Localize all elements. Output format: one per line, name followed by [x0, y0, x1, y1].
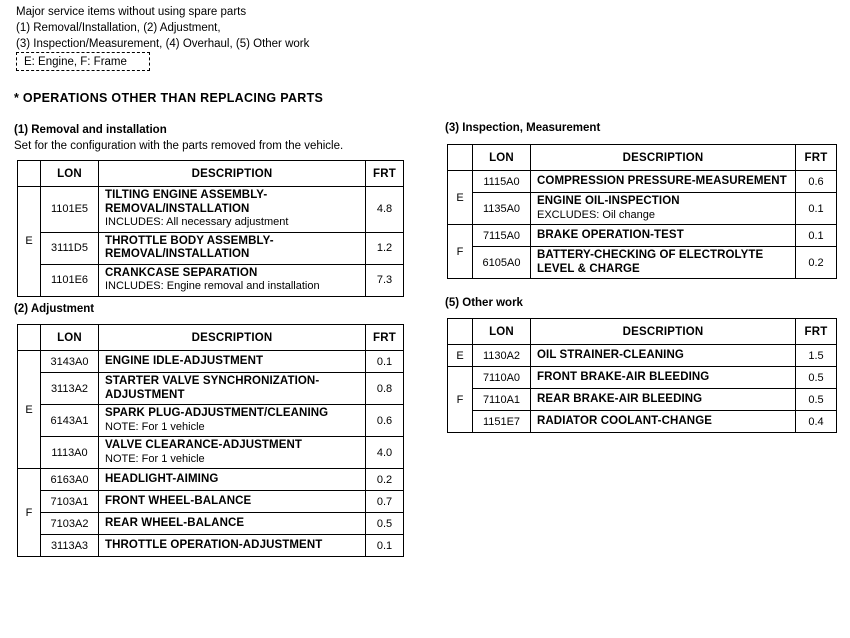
description-main: REAR WHEEL-BALANCE — [105, 516, 245, 529]
cell-frt: 0.8 — [366, 373, 404, 405]
description-main: CRANKCASE SEPARATION — [105, 266, 258, 279]
cell-frt: 0.5 — [366, 513, 404, 535]
cell-lon: 1113A0 — [41, 437, 99, 469]
cell-description — [99, 264, 366, 296]
cell-frt: 1.5 — [796, 345, 837, 367]
col-header-ef — [448, 319, 473, 345]
cell-lon: 3143A0 — [41, 351, 99, 373]
cell-frt: 4.8 — [366, 187, 404, 233]
intro-text-block — [16, 4, 309, 52]
table-row — [18, 535, 404, 557]
cell-lon: 3111D5 — [41, 232, 99, 264]
cell-frt: 0.2 — [796, 247, 837, 279]
cell-description — [99, 373, 366, 405]
description-main: FRONT WHEEL-BALANCE — [105, 494, 252, 507]
cell-lon: 1130A2 — [473, 345, 531, 367]
col-header-frt: FRT — [796, 145, 837, 171]
table-inspection-measurement — [447, 144, 837, 279]
cell-frt: 0.4 — [796, 411, 837, 433]
description-main: FRONT BRAKE-AIR BLEEDING — [537, 370, 710, 383]
cell-lon: 7115A0 — [473, 225, 531, 247]
group-label-e: E — [18, 351, 41, 469]
table-header-row — [18, 161, 404, 187]
table-row — [448, 171, 837, 193]
legend-box — [16, 52, 150, 71]
cell-frt: 0.5 — [796, 367, 837, 389]
cell-lon: 7103A2 — [41, 513, 99, 535]
table-row — [448, 247, 837, 279]
cell-frt: 4.0 — [366, 437, 404, 469]
description-main: RADIATOR COOLANT-CHANGE — [537, 414, 713, 427]
cell-frt: 0.1 — [366, 535, 404, 557]
cell-frt: 0.2 — [366, 469, 404, 491]
description-main: BATTERY-CHECKING OF ELECTROLYTE LEVEL & CHARGE — [537, 249, 764, 275]
description-main: STARTER VALVE SYNCHRONIZATION-ADJUSTMENT — [105, 375, 320, 401]
col-header-lon: LON — [41, 325, 99, 351]
table-row — [18, 373, 404, 405]
col-header-description: DESCRIPTION — [531, 145, 796, 171]
description-note: NOTE: For 1 vehicle — [105, 452, 205, 465]
description-main: REAR BRAKE-AIR BLEEDING — [537, 392, 703, 405]
col-header-ef — [448, 145, 473, 171]
description-main: OIL STRAINER-CLEANING — [537, 348, 684, 361]
table-row — [18, 437, 404, 469]
table-header-row — [448, 319, 837, 345]
table-row — [18, 232, 404, 264]
col-header-frt: FRT — [366, 325, 404, 351]
cell-description — [99, 187, 366, 233]
group-label-e: E — [448, 345, 473, 367]
cell-frt: 1.2 — [366, 232, 404, 264]
cell-description — [99, 232, 366, 264]
table-row — [448, 411, 837, 433]
description-main: THROTTLE OPERATION-ADJUSTMENT — [105, 538, 323, 551]
col-header-ef — [18, 325, 41, 351]
col-header-lon: LON — [473, 319, 531, 345]
table-row — [448, 345, 837, 367]
cell-description — [531, 171, 796, 193]
description-note: NOTE: For 1 vehicle — [105, 420, 205, 433]
table-header-row — [18, 325, 404, 351]
cell-lon: 6143A1 — [41, 405, 99, 437]
cell-frt: 0.1 — [796, 193, 837, 225]
col-header-description: DESCRIPTION — [99, 161, 366, 187]
description-main: COMPRESSION PRESSURE-MEASUREMENT — [537, 174, 787, 187]
cell-lon: 7103A1 — [41, 491, 99, 513]
section-subheading-removal: Set for the configuration with the parts removed from the vehicle. — [14, 140, 344, 152]
table-row — [448, 389, 837, 411]
cell-lon: 6105A0 — [473, 247, 531, 279]
cell-description — [531, 411, 796, 433]
table-row — [448, 193, 837, 225]
description-main: BRAKE OPERATION-TEST — [537, 228, 684, 241]
group-label-f: F — [448, 225, 473, 279]
description-main: TILTING ENGINE ASSEMBLY-REMOVAL/INSTALLATION — [105, 189, 268, 215]
section-heading-removal: (1) Removal and installation — [14, 124, 167, 136]
cell-description — [531, 345, 796, 367]
table-removal-installation — [17, 160, 404, 297]
cell-description — [99, 437, 366, 469]
cell-description — [99, 351, 366, 373]
cell-frt: 0.5 — [796, 389, 837, 411]
table-row — [18, 187, 404, 233]
legend-text: E: Engine, F: Frame — [24, 55, 127, 68]
cell-lon: 1101E6 — [41, 264, 99, 296]
description-note: INCLUDES: Engine removal and installation — [105, 280, 320, 292]
description-main: ENGINE IDLE-ADJUSTMENT — [105, 354, 264, 367]
cell-description — [99, 535, 366, 557]
table-adjustment — [17, 324, 404, 557]
group-label-f: F — [448, 367, 473, 433]
cell-lon: 1151E7 — [473, 411, 531, 433]
cell-frt: 0.6 — [796, 171, 837, 193]
cell-description — [531, 247, 796, 279]
cell-description — [99, 405, 366, 437]
table-row — [18, 469, 404, 491]
table-row — [18, 264, 404, 296]
table-row — [18, 351, 404, 373]
cell-lon: 1101E5 — [41, 187, 99, 233]
col-header-lon: LON — [41, 161, 99, 187]
section-heading-inspection: (3) Inspection, Measurement — [445, 122, 601, 134]
cell-description — [531, 389, 796, 411]
cell-lon: 7110A1 — [473, 389, 531, 411]
section-heading-adjustment: (2) Adjustment — [14, 303, 95, 315]
description-main: VALVE CLEARANCE-ADJUSTMENT — [105, 439, 303, 451]
cell-frt: 0.1 — [796, 225, 837, 247]
description-note: EXCLUDES: Oil change — [537, 208, 655, 221]
group-label-e: E — [448, 171, 473, 225]
description-main: HEADLIGHT-AIMING — [105, 472, 219, 485]
description-main: SPARK PLUG-ADJUSTMENT/CLEANING — [105, 407, 329, 419]
cell-lon: 1115A0 — [473, 171, 531, 193]
table-other-work — [447, 318, 837, 433]
intro-line-1: Major service items without using spare parts — [16, 6, 247, 18]
cell-lon: 7110A0 — [473, 367, 531, 389]
col-header-description: DESCRIPTION — [99, 325, 366, 351]
col-header-frt: FRT — [796, 319, 837, 345]
intro-line-3: (3) Inspection/Measurement, (4) Overhaul, (5) Other work — [16, 38, 310, 50]
cell-frt: 0.1 — [366, 351, 404, 373]
intro-line-2: (1) Removal/Installation, (2) Adjustment, — [16, 22, 221, 34]
cell-description — [531, 367, 796, 389]
cell-description — [99, 491, 366, 513]
cell-frt: 0.7 — [366, 491, 404, 513]
table-row — [448, 225, 837, 247]
cell-lon: 1135A0 — [473, 193, 531, 225]
col-header-description: DESCRIPTION — [531, 319, 796, 345]
cell-description — [99, 513, 366, 535]
group-label-e: E — [18, 187, 41, 297]
cell-description — [531, 193, 796, 225]
table-row — [18, 405, 404, 437]
section-heading-other: (5) Other work — [445, 297, 523, 309]
cell-frt: 7.3 — [366, 264, 404, 296]
col-header-lon: LON — [473, 145, 531, 171]
description-main: ENGINE OIL-INSPECTION — [537, 195, 680, 207]
col-header-frt: FRT — [366, 161, 404, 187]
table-row — [18, 513, 404, 535]
cell-description — [99, 469, 366, 491]
col-header-ef — [18, 161, 41, 187]
cell-lon: 6163A0 — [41, 469, 99, 491]
cell-frt: 0.6 — [366, 405, 404, 437]
description-note: INCLUDES: All necessary adjustment — [105, 216, 289, 228]
description-main: THROTTLE BODY ASSEMBLY-REMOVAL/INSTALLATION — [105, 234, 274, 260]
cell-lon: 3113A3 — [41, 535, 99, 557]
table-row — [18, 491, 404, 513]
table-row — [448, 367, 837, 389]
group-label-f: F — [18, 469, 41, 557]
cell-description — [531, 225, 796, 247]
page-title: * OPERATIONS OTHER THAN REPLACING PARTS — [14, 91, 324, 105]
table-header-row — [448, 145, 837, 171]
cell-lon: 3113A2 — [41, 373, 99, 405]
